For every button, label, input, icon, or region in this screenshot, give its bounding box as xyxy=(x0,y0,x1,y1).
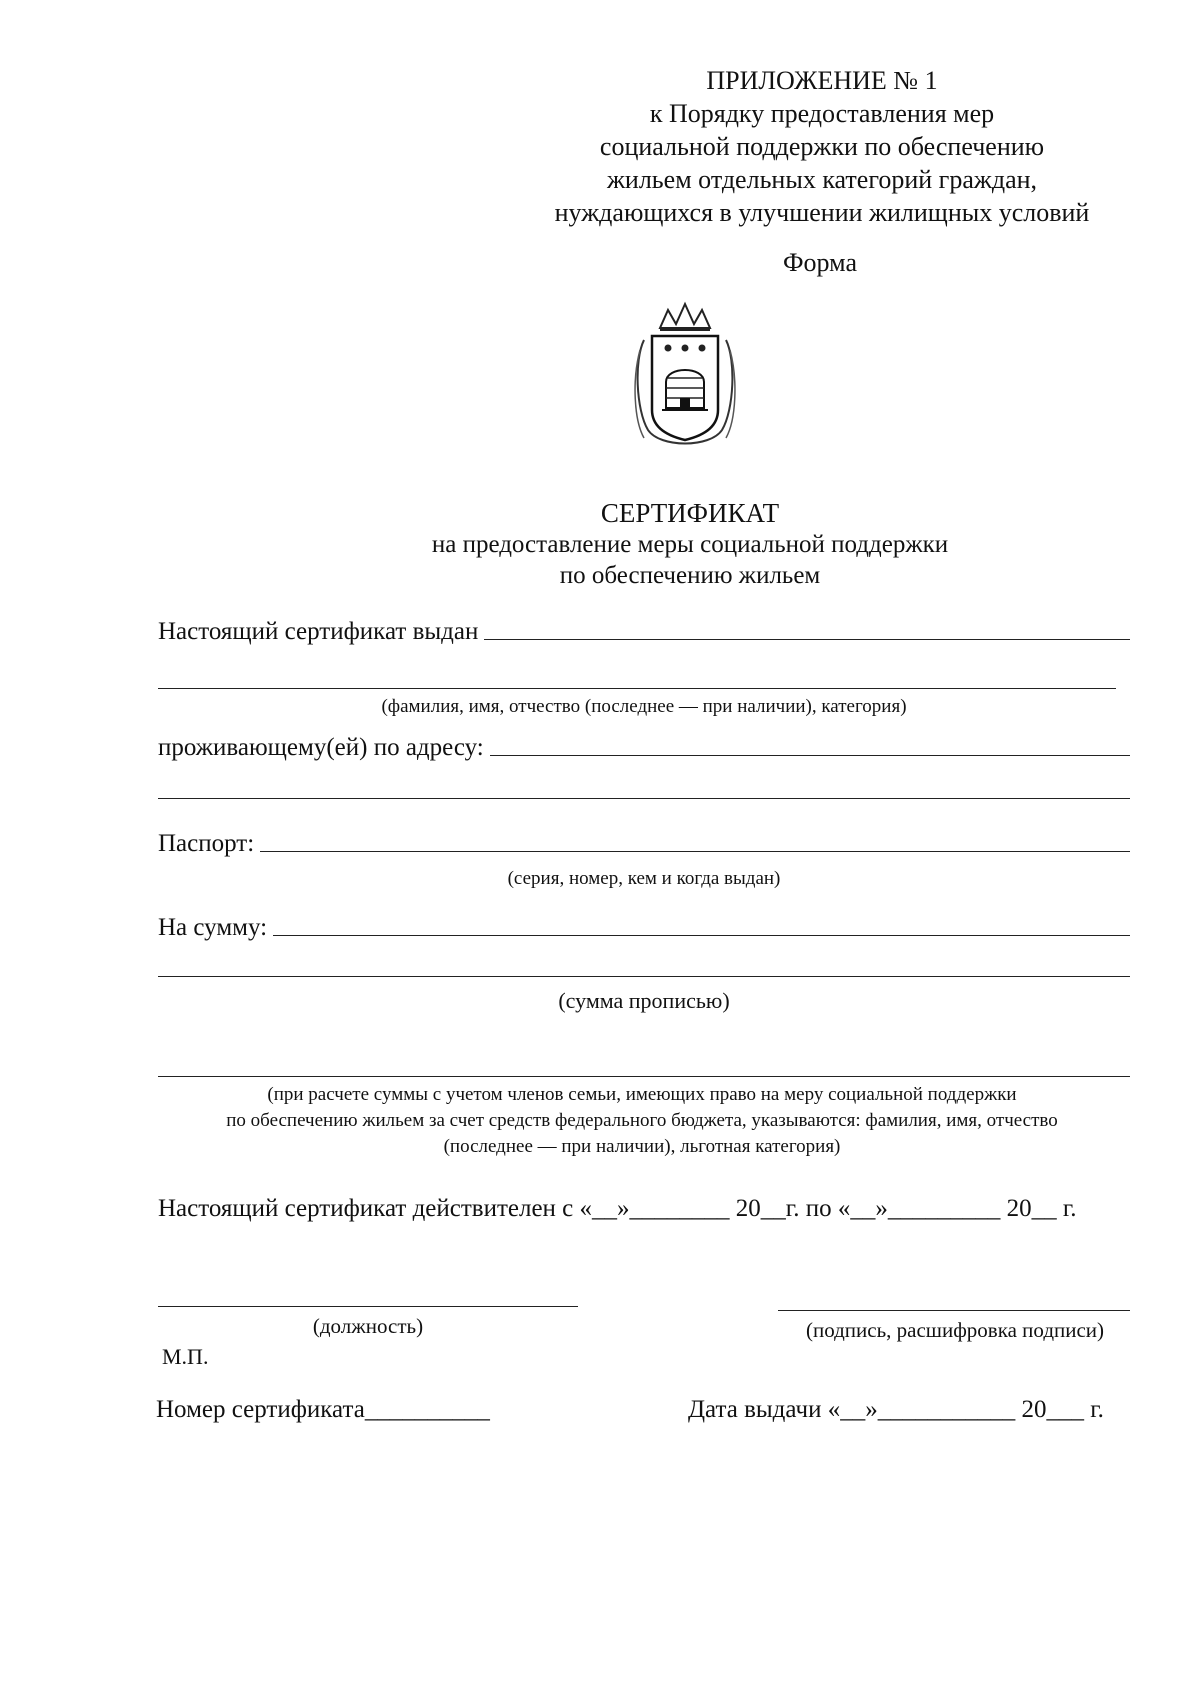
issued-to-hint: (фамилия, имя, отчество (последнее — при наличии), категория) xyxy=(381,696,907,717)
sum-label: На сумму: xyxy=(158,914,268,941)
family-hint xyxy=(152,1082,1132,1160)
address-label: проживающему(ей) по адресу: xyxy=(158,734,484,761)
sum-row xyxy=(158,914,1130,942)
sum-field-line-2[interactable] xyxy=(158,976,1130,977)
family-hint-line-2: по обеспечению жильем за счет средств федерального бюджета, указываются: фамилия, имя, отчество xyxy=(226,1110,1058,1131)
family-hint-line-1: (при расчете суммы с учетом членов семьи, имеющих право на меру социальной поддержки xyxy=(267,1084,1017,1105)
certificate-subtitle-2: по обеспечению жильем xyxy=(559,562,821,589)
signature-caption: (подпись, расшифровка подписи) xyxy=(805,1318,1105,1342)
form-label: Форма xyxy=(783,248,857,277)
certificate-title: СЕРТИФИКАТ xyxy=(600,498,780,528)
annex-header xyxy=(502,64,1142,229)
signature-field[interactable] xyxy=(778,1310,1130,1311)
coat-of-arms-beehive-icon xyxy=(630,300,740,450)
passport-label: Паспорт: xyxy=(158,830,255,857)
issued-to-field[interactable] xyxy=(484,638,1130,640)
position-field[interactable] xyxy=(158,1306,578,1307)
annex-line-2: к Порядку предоставления мер xyxy=(649,99,995,128)
validity-period: Настоящий сертификат действителен с «__»________ 20__г. по «__»_________ 20__ г. xyxy=(158,1195,1077,1222)
annex-line-5: нуждающихся в улучшении жилищных условий xyxy=(554,198,1090,227)
sum-hint: (сумма прописью) xyxy=(558,988,730,1013)
position-caption: (должность) xyxy=(312,1314,424,1338)
certificate-title-block xyxy=(300,497,1080,591)
passport-hint: (серия, номер, кем и когда выдан) xyxy=(507,868,781,889)
passport-row xyxy=(158,830,1130,858)
issued-to-label: Настоящий сертификат выдан xyxy=(158,618,479,645)
certificate-number: Номер сертификата__________ xyxy=(156,1396,490,1423)
family-hint-line-3: (последнее — при наличии), льготная категория) xyxy=(443,1136,841,1157)
family-members-field[interactable] xyxy=(158,1076,1130,1077)
issued-to-row xyxy=(158,618,1130,646)
issued-to-field-line-2[interactable] xyxy=(158,688,1116,689)
sum-field[interactable] xyxy=(273,934,1130,936)
passport-field[interactable] xyxy=(260,850,1130,852)
stamp-place-label: М.П. xyxy=(162,1344,209,1369)
annex-line-1: ПРИЛОЖЕНИЕ № 1 xyxy=(706,66,938,95)
issue-date: Дата выдачи «__»___________ 20___ г. xyxy=(688,1396,1104,1423)
address-row xyxy=(158,734,1130,762)
address-field[interactable] xyxy=(490,754,1130,756)
address-field-line-2[interactable] xyxy=(158,798,1130,799)
annex-line-4: жильем отдельных категорий граждан, xyxy=(606,165,1038,194)
certificate-subtitle-1: на предоставление меры социальной поддержки xyxy=(431,531,949,558)
annex-line-3: социальной поддержки по обеспечению xyxy=(599,132,1045,161)
